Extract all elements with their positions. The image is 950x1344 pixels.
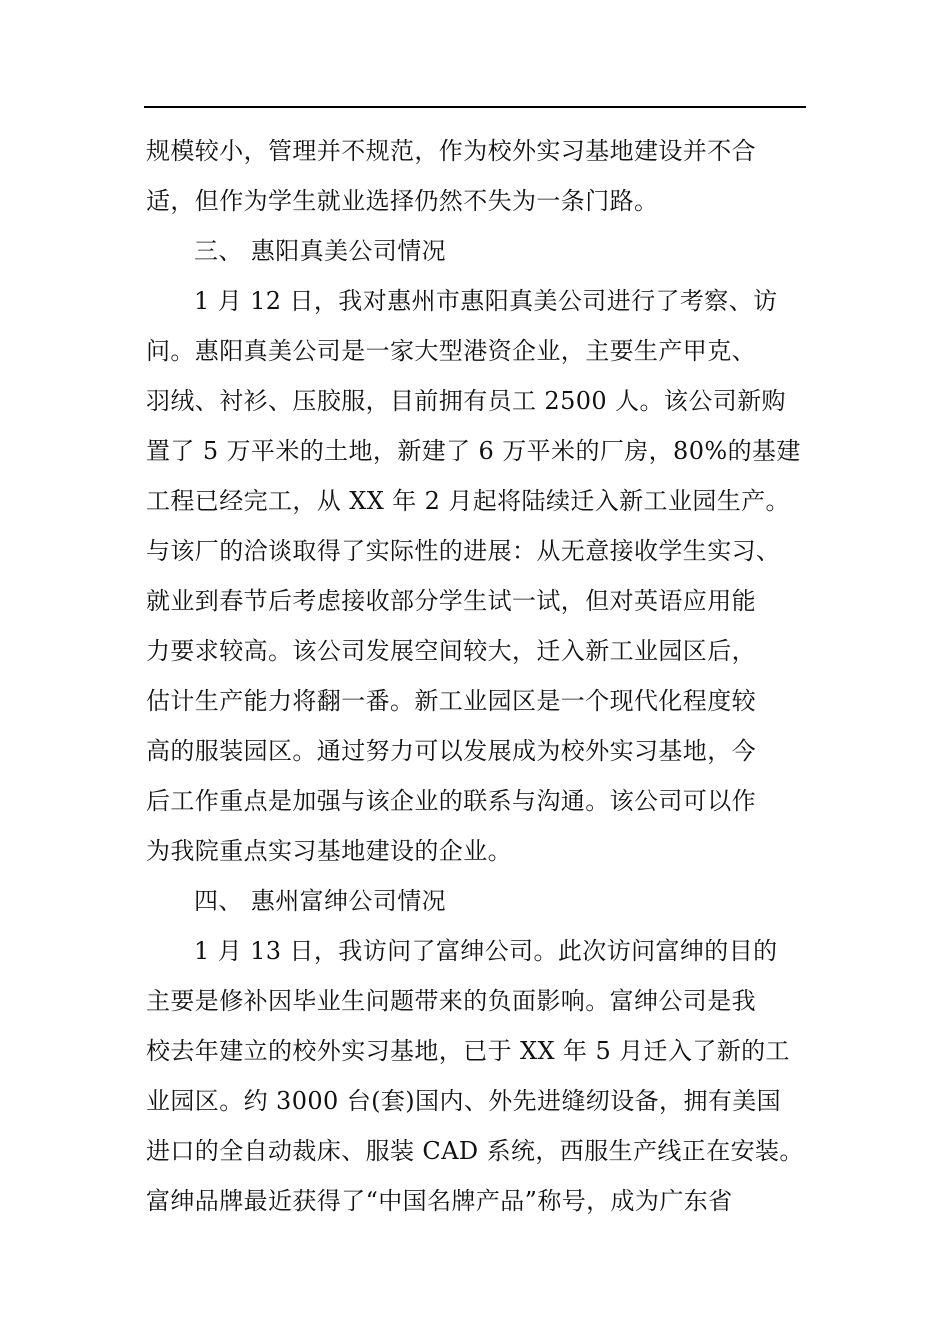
paragraph-start: 1 月 12 日，我对惠州市惠阳真美公司进行了考察、访: [194, 287, 778, 315]
text-line: 校去年建立的校外实习基地，已于 XX 年 5 月迁入了新的工: [146, 1037, 790, 1065]
section-heading-3: 三、 惠阳真美公司情况: [194, 237, 447, 265]
text-line: 估计生产能力将翻一番。新工业园区是一个现代化程度较: [146, 687, 756, 715]
text-line: 业园区。约 3000 台(套)国内、外先进缝纫设备，拥有美国: [146, 1087, 782, 1115]
text-line: 富绅品牌最近获得了“中国名牌产品”称号，成为广东省: [146, 1187, 733, 1215]
text-line: 力要求较高。该公司发展空间较大，迁入新工业园区后，: [146, 637, 756, 665]
text-line: 为我院重点实习基地建设的企业。: [146, 837, 512, 865]
text-line: 后工作重点是加强与该企业的联系与沟通。该公司可以作: [146, 787, 756, 815]
document-body: [146, 126, 806, 1226]
text-line: 高的服装园区。通过努力可以发展成为校外实习基地，今: [146, 737, 756, 765]
text-line: 工程已经完工，从 XX 年 2 月起将陆续迁入新工业园生产。: [146, 487, 790, 515]
text-line: 适，但作为学生就业选择仍然不失为一条门路。: [146, 187, 659, 215]
text-line: 羽绒、衬衫、压胶服，目前拥有员工 2500 人。该公司新购: [146, 387, 786, 415]
paragraph-start: 1 月 13 日，我访问了富绅公司。此次访问富绅的目的: [194, 937, 778, 965]
text-line: 进口的全自动裁床、服装 CAD 系统，西服生产线正在安装。: [146, 1137, 804, 1165]
text-line: 与该厂的洽谈取得了实际性的进展：从无意接收学生实习、: [146, 537, 781, 565]
text-line: 置了 5 万平米的土地，新建了 6 万平米的厂房，80%的基建: [146, 437, 801, 465]
section-heading-4: 四、 惠州富绅公司情况: [194, 887, 447, 915]
text-line: 规模较小，管理并不规范，作为校外实习基地建设并不合: [146, 137, 756, 165]
text-line: 主要是修补因毕业生问题带来的负面影响。富绅公司是我: [146, 987, 756, 1015]
text-line: 就业到春节后考虑接收部分学生试一试，但对英语应用能: [146, 587, 756, 615]
text-line: 问。惠阳真美公司是一家大型港资企业，主要生产甲克、: [146, 337, 756, 365]
header-rule: [144, 106, 806, 108]
